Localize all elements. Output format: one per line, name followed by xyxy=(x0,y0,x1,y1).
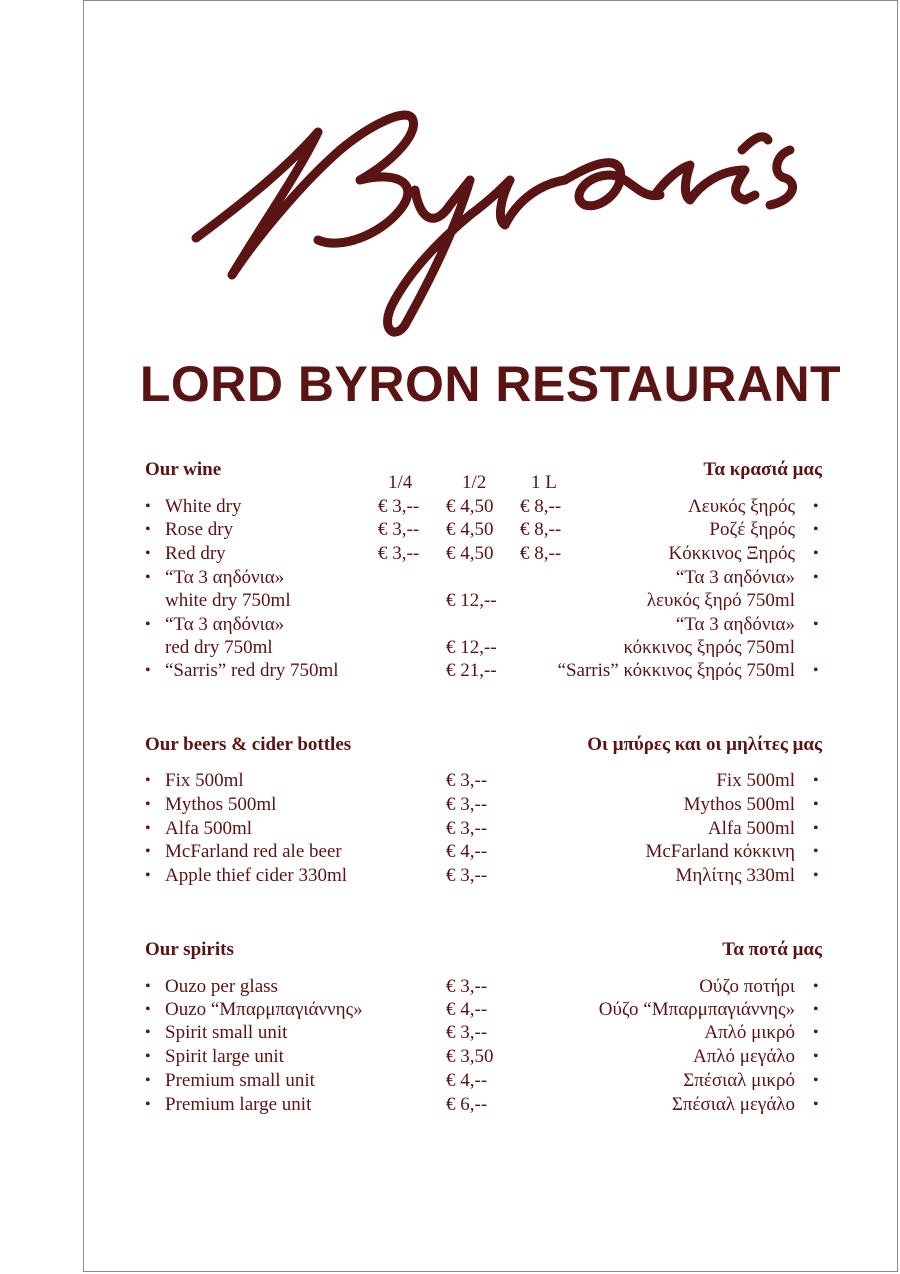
bullet-icon: • xyxy=(813,1001,819,1018)
bullet-icon: • xyxy=(813,796,819,813)
beer-item-name: Apple thief cider 330ml xyxy=(165,865,348,886)
wine-price-bottle: € 12,-- xyxy=(446,637,497,658)
spirits-heading-gr: Τα ποτά μας xyxy=(722,939,822,960)
spirit-price: € 4,-- xyxy=(446,999,488,1020)
bullet-icon: • xyxy=(145,662,151,679)
spirit-item-name-gr: Απλό μεγάλο xyxy=(692,1046,795,1067)
bullet-icon: • xyxy=(145,1024,151,1041)
wine-heading-en: Our wine xyxy=(145,459,222,480)
wine-item-name: “Τα 3 αηδόνια» xyxy=(165,614,285,635)
wine-price-quarter: € 3,-- xyxy=(378,543,420,564)
bullet-icon: • xyxy=(813,867,819,884)
beer-price: € 3,-- xyxy=(446,818,488,839)
spirit-price: € 4,-- xyxy=(446,1070,488,1091)
bullet-icon: • xyxy=(813,1024,819,1041)
bullet-icon: • xyxy=(145,569,151,586)
beer-item-name-gr: McFarland κόκκινη xyxy=(645,841,795,862)
bullet-icon: • xyxy=(813,843,819,860)
spirit-item-name-gr: Ούζο ποτήρι xyxy=(699,976,795,997)
wine-item-name-gr: Ροζέ ξηρός xyxy=(709,519,795,540)
bullet-icon: • xyxy=(813,616,819,633)
spirit-item-name-gr: Ούζο “Μπαρμπαγιάννης» xyxy=(598,999,795,1020)
byron-signature-logo xyxy=(0,0,900,360)
wine-item-name-gr: “Τα 3 αηδόνια» xyxy=(675,614,795,635)
bullet-icon: • xyxy=(813,569,819,586)
bullet-icon: • xyxy=(813,772,819,789)
wine-price-half: € 4,50 xyxy=(446,519,494,540)
wine-item-name: Red dry xyxy=(165,543,226,564)
beers-heading-gr: Οι μπύρες και οι μηλίτες μας xyxy=(587,734,822,755)
wine-item-name: Rose dry xyxy=(165,519,234,540)
wine-item-detail-gr: κόκκινος ξηρός 750ml xyxy=(623,637,795,658)
wine-price-quarter: € 3,-- xyxy=(378,519,420,540)
bullet-icon: • xyxy=(813,545,819,562)
bullet-icon: • xyxy=(813,978,819,995)
bullet-icon: • xyxy=(145,545,151,562)
beer-price: € 3,-- xyxy=(446,794,488,815)
bullet-icon: • xyxy=(813,498,819,515)
bullet-icon: • xyxy=(145,1096,151,1113)
wine-item-name-gr: “Sarris” κόκκινος ξηρός 750ml xyxy=(557,660,795,681)
beer-item-name-gr: Fix 500ml xyxy=(716,770,795,791)
spirit-item-name: Ouzo per glass xyxy=(165,976,278,997)
wine-item-detail-gr: λευκός ξηρό 750ml xyxy=(646,590,795,611)
bullet-icon: • xyxy=(145,498,151,515)
spirit-item-name: Premium large unit xyxy=(165,1094,312,1115)
wine-price-liter: € 8,-- xyxy=(520,496,562,517)
wine-item-name-gr: “Τα 3 αηδόνια» xyxy=(675,567,795,588)
wine-col-quarter: 1/4 xyxy=(388,472,413,493)
wine-price-bottle: € 12,-- xyxy=(446,590,497,611)
wine-item-detail: white dry 750ml xyxy=(165,590,291,611)
beer-item-name-gr: Μηλίτης 330ml xyxy=(675,865,795,886)
bullet-icon: • xyxy=(145,1072,151,1089)
wine-heading-gr: Τα κρασιά μας xyxy=(703,459,822,480)
wine-price-bottle: € 21,-- xyxy=(446,660,497,681)
wine-item-detail: red dry 750ml xyxy=(165,637,273,658)
bullet-icon: • xyxy=(145,521,151,538)
bullet-icon: • xyxy=(813,1048,819,1065)
bullet-icon: • xyxy=(145,772,151,789)
bullet-icon: • xyxy=(145,843,151,860)
restaurant-name: LORD BYRON RESTAURANT xyxy=(139,356,842,412)
spirit-item-name: Spirit large unit xyxy=(165,1046,284,1067)
spirit-item-name: Premium small unit xyxy=(165,1070,315,1091)
spirit-item-name-gr: Απλό μικρό xyxy=(704,1022,795,1043)
wine-col-half: 1/2 xyxy=(462,472,487,493)
bullet-icon: • xyxy=(813,1096,819,1113)
beer-price: € 3,-- xyxy=(446,865,488,886)
wine-price-liter: € 8,-- xyxy=(520,543,562,564)
spirit-price: € 3,-- xyxy=(446,1022,488,1043)
beer-item-name: Mythos 500ml xyxy=(165,794,277,815)
beer-item-name-gr: Alfa 500ml xyxy=(707,818,795,839)
wine-item-name-gr: Λευκός ξηρός xyxy=(687,496,795,517)
wine-price-quarter: € 3,-- xyxy=(378,496,420,517)
bullet-icon: • xyxy=(145,1001,151,1018)
wine-col-liter: 1 L xyxy=(531,472,557,493)
spirit-price: € 3,-- xyxy=(446,976,488,997)
beers-heading-en: Our beers & cider bottles xyxy=(145,734,352,755)
wine-price-half: € 4,50 xyxy=(446,543,494,564)
bullet-icon: • xyxy=(813,820,819,837)
beer-item-name-gr: Mythos 500ml xyxy=(683,794,795,815)
wine-price-half: € 4,50 xyxy=(446,496,494,517)
bullet-icon: • xyxy=(145,978,151,995)
bullet-icon: • xyxy=(813,662,819,679)
bullet-icon: • xyxy=(145,867,151,884)
spirit-item-name-gr: Σπέσιαλ μικρό xyxy=(683,1070,795,1091)
beer-item-name: McFarland red ale beer xyxy=(165,841,342,862)
spirit-item-name: Spirit small unit xyxy=(165,1022,288,1043)
beer-item-name: Alfa 500ml xyxy=(165,818,253,839)
bullet-icon: • xyxy=(145,820,151,837)
wine-item-name: White dry xyxy=(165,496,242,517)
bullet-icon: • xyxy=(813,1072,819,1089)
spirit-item-name: Ouzo “Μπαρμπαγιάννης» xyxy=(165,999,363,1020)
spirits-heading-en: Our spirits xyxy=(145,939,234,960)
beer-price: € 3,-- xyxy=(446,770,488,791)
bullet-icon: • xyxy=(145,1048,151,1065)
wine-item-name: “Sarris” red dry 750ml xyxy=(165,660,339,681)
wine-item-name-gr: Κόκκινος Ξηρός xyxy=(668,543,795,564)
bullet-icon: • xyxy=(145,796,151,813)
wine-item-name: “Τα 3 αηδόνια» xyxy=(165,567,285,588)
beer-price: € 4,-- xyxy=(446,841,488,862)
beer-item-name: Fix 500ml xyxy=(165,770,244,791)
bullet-icon: • xyxy=(145,616,151,633)
spirit-price: € 6,-- xyxy=(446,1094,488,1115)
spirit-price: € 3,50 xyxy=(446,1046,494,1067)
spirit-item-name-gr: Σπέσιαλ μεγάλο xyxy=(671,1094,795,1115)
bullet-icon: • xyxy=(813,521,819,538)
wine-price-liter: € 8,-- xyxy=(520,519,562,540)
